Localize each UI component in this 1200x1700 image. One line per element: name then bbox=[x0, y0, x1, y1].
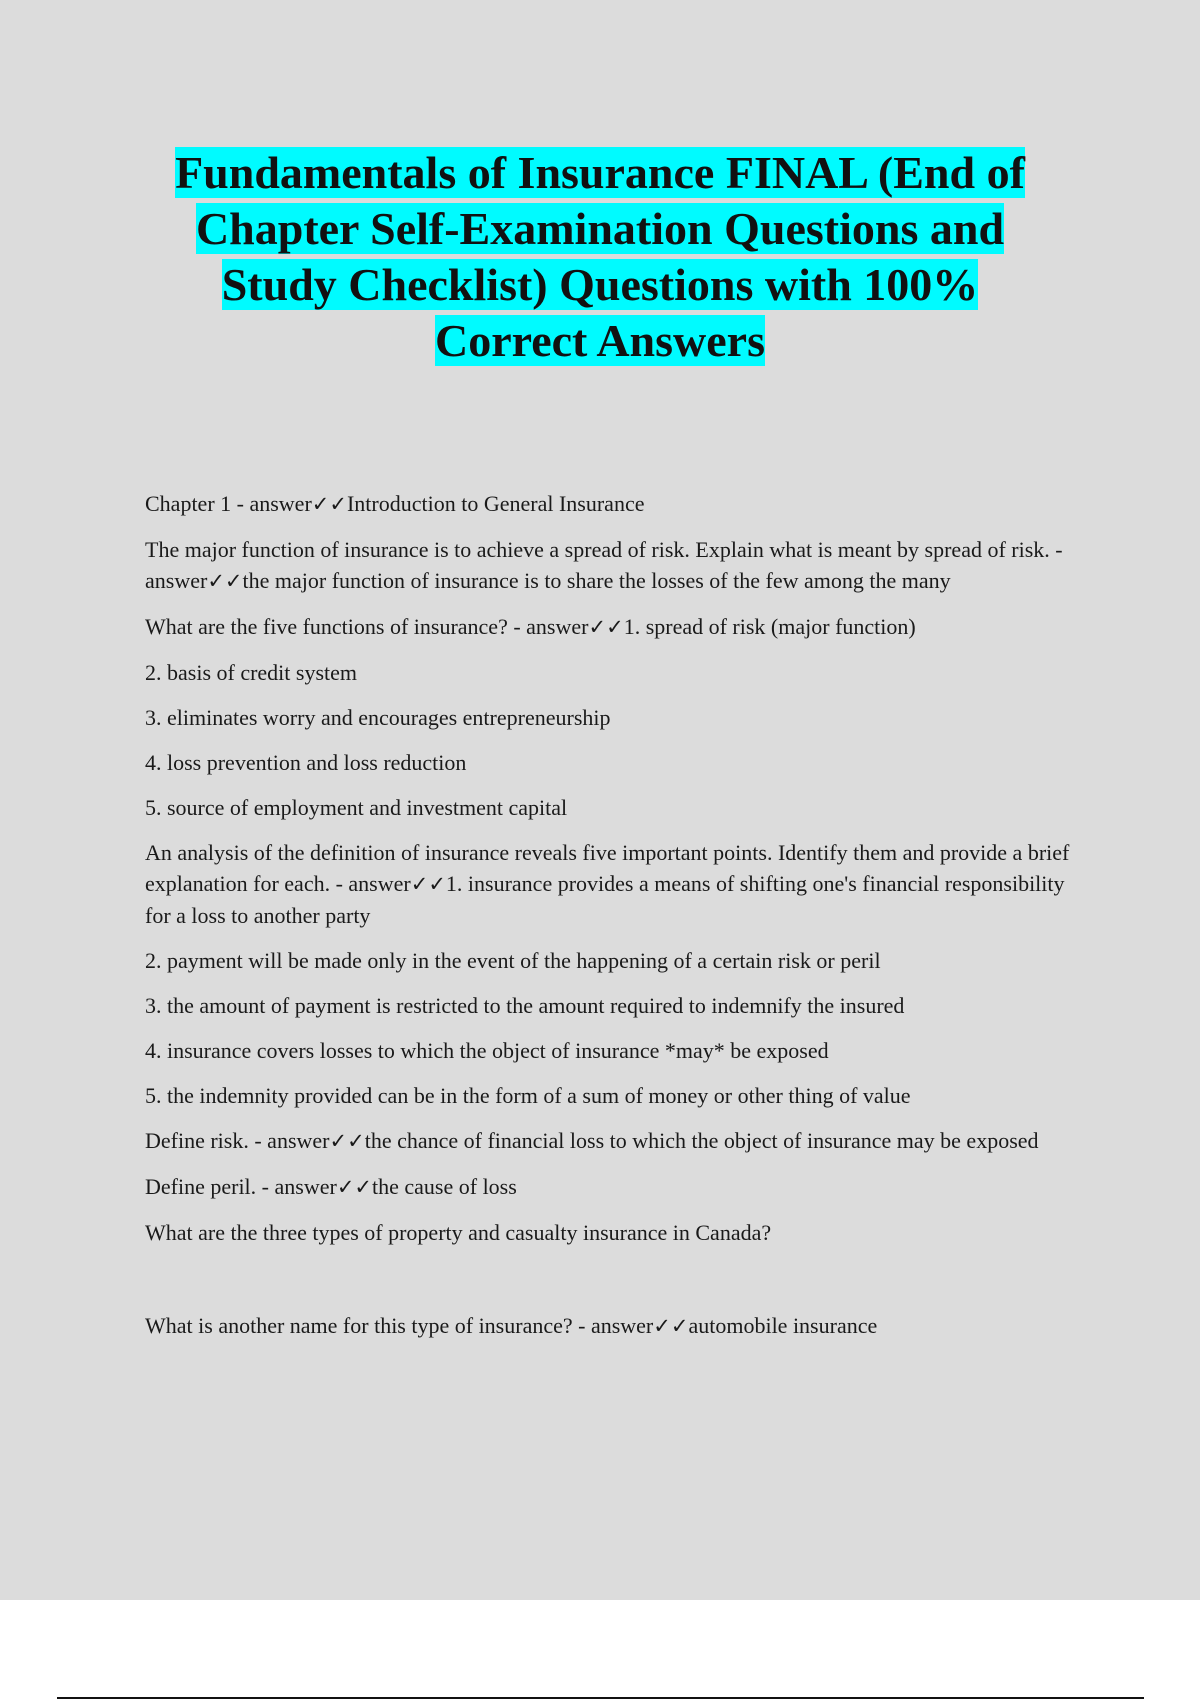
check-icon: ✓✓ bbox=[410, 872, 446, 896]
paragraph-five-functions bbox=[145, 611, 1085, 643]
title-line: Study Checklist) Questions with 100% bbox=[221, 259, 979, 310]
footer-divider bbox=[57, 1697, 1144, 1699]
title-line: Fundamentals of Insurance FINAL (End of bbox=[175, 147, 1025, 198]
list-item bbox=[145, 1080, 1085, 1111]
answer-text: the cause of loss bbox=[372, 1174, 517, 1199]
check-icon: ✓✓ bbox=[336, 1175, 373, 1199]
title-line: Correct Answers bbox=[435, 315, 765, 366]
list-item-text: 4. loss prevention and loss reduction bbox=[145, 750, 467, 775]
list-item-text: 3. the amount of payment is restricted to the amount required to indemnify the insured bbox=[145, 993, 905, 1018]
paragraph-define-risk bbox=[145, 1125, 1085, 1157]
answer-text: the major function of insurance is to share the losses of the few among the many bbox=[242, 568, 951, 593]
document-body bbox=[145, 488, 1085, 1356]
paragraph-define-peril bbox=[145, 1171, 1085, 1203]
question-text: What are the five functions of insurance? - answer bbox=[145, 614, 589, 639]
question-text: Chapter 1 - answer bbox=[145, 491, 312, 516]
list-item-text: 4. insurance covers losses to which the object of insurance *may* be exposed bbox=[145, 1038, 829, 1063]
question-text: The major function of insurance is to achieve a spread of risk. Explain what is meant by spread of risk. - answer bbox=[145, 537, 1063, 593]
check-icon: ✓✓ bbox=[588, 615, 624, 639]
question-text: What are the three types of property and casualty insurance in Canada? bbox=[145, 1220, 772, 1245]
check-icon: ✓✓ bbox=[311, 492, 347, 516]
document-title bbox=[100, 145, 1100, 369]
paragraph-another-name bbox=[145, 1310, 1085, 1342]
list-item bbox=[145, 747, 1085, 778]
paragraph-spread-of-risk bbox=[145, 534, 1085, 597]
title-line: Chapter Self-Examination Questions and bbox=[195, 203, 1005, 254]
question-text: Define peril. - answer bbox=[145, 1174, 337, 1199]
question-text: An analysis of the definition of insurance reveals five important points. Identify them and provide a brief explanation for each. - answer bbox=[145, 840, 1070, 896]
list-item bbox=[145, 657, 1085, 688]
check-icon: ✓✓ bbox=[653, 1314, 689, 1338]
list-item bbox=[145, 945, 1085, 976]
answer-text: 1. spread of risk (major function) bbox=[623, 614, 916, 639]
check-icon: ✓✓ bbox=[329, 1129, 365, 1153]
list-item-text: 5. source of employment and investment capital bbox=[145, 795, 568, 820]
paragraph-chapter-1 bbox=[145, 488, 1085, 520]
answer-text: automobile insurance bbox=[688, 1313, 878, 1338]
answer-text: Introduction to General Insurance bbox=[346, 491, 645, 516]
list-item bbox=[145, 990, 1085, 1021]
list-item-text: 3. eliminates worry and encourages entrepreneurship bbox=[145, 705, 611, 730]
answer-text: the chance of financial loss to which the object of insurance may be exposed bbox=[364, 1128, 1039, 1153]
answer-text: 1. insurance provides a means of shifting one's financial responsibility for a loss to another party bbox=[145, 871, 1065, 928]
list-item-text: 5. the indemnity provided can be in the form of a sum of money or other thing of value bbox=[145, 1083, 911, 1108]
question-text: Define risk. - answer bbox=[145, 1128, 330, 1153]
paragraph-definition-analysis bbox=[145, 837, 1085, 931]
paragraph-three-types bbox=[145, 1217, 1085, 1248]
check-icon: ✓✓ bbox=[207, 569, 243, 593]
list-item bbox=[145, 1035, 1085, 1066]
list-item-text: 2. payment will be made only in the event of the happening of a certain risk or peril bbox=[145, 948, 881, 973]
list-item-text: 2. basis of credit system bbox=[145, 660, 358, 685]
list-item bbox=[145, 702, 1085, 733]
list-item bbox=[145, 792, 1085, 823]
question-text: What is another name for this type of insurance? - answer bbox=[145, 1313, 654, 1338]
